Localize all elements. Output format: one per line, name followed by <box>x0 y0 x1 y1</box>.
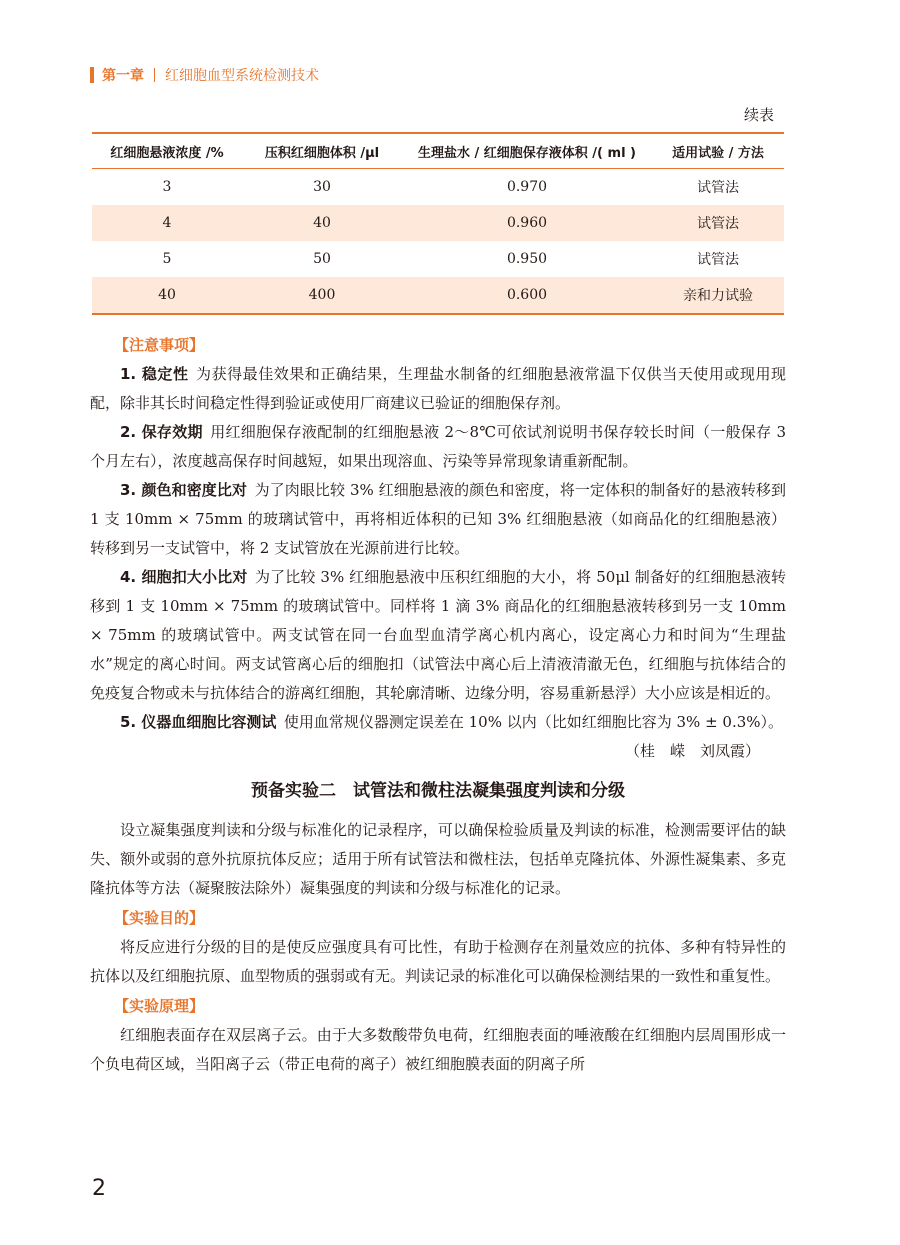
suspension-table <box>92 132 784 315</box>
note-item-heading: 2. 保存效期 <box>120 423 203 441</box>
note-item-heading: 3. 颜色和密度比对 <box>120 481 248 499</box>
table-continued-label: 续表 <box>743 106 774 124</box>
note-item-text: 用红细胞保存液配制的红细胞悬液 2～8℃可依试剂说明书保存较长时间（一般保存 3 个月左右），浓度越高保存时间越短，如果出现溶血、污染等异常现象请重新配制。 <box>90 423 787 470</box>
table-cell: 试管法 <box>652 205 784 241</box>
table-row <box>92 277 784 314</box>
table-row <box>92 205 784 241</box>
table-cell: 0.600 <box>402 277 652 314</box>
header-accent-bar <box>90 67 94 83</box>
note-item <box>90 418 786 476</box>
principle-text: 红细胞表面存在双层离子云。由于大多数酸带负电荷，红细胞表面的唾液酸在红细胞内层周围形成一个负电荷区域，当阳离子云（带正电荷的离子）被红细胞膜表面的阴离子所 <box>90 1026 786 1073</box>
column-header: 红细胞悬液浓度 /% <box>92 133 242 169</box>
table-cell: 30 <box>313 179 331 195</box>
principle-heading: 【实验原理】 <box>114 997 205 1015</box>
column-header: 压积红细胞体积 /μl <box>242 133 402 169</box>
table-cell: 5 <box>162 251 172 267</box>
note-item-text: 使用血常规仪器测定误差在 10% 以内（比如红细胞比容为 3% ± 0.3%）。 <box>283 713 784 731</box>
table-cell: 亲和力试验 <box>652 277 784 314</box>
table-header-row <box>92 133 784 169</box>
column-header: 生理盐水 / 红细胞保存液体积 /( ml ) <box>402 133 652 169</box>
experiment-intro: 设立凝集强度判读和分级与标准化的记录程序，可以确保检验质量及判读的标准，检测需要评估的缺失、额外或弱的意外抗原抗体反应；适用于所有试管法和微柱法，包括单克隆抗体、外源性凝集素、多克隆抗体等方法（凝聚胺法除外）凝集强度的判读和分级与标准化的记录。 <box>90 821 786 897</box>
note-item-text: 为了比较 3% 红细胞悬液中压积红细胞的大小，将 50μl 制备好的红细胞悬液转移到 1 支 10mm × 75mm 的玻璃试管中。同样将 1 滴 3% 商品化的红细胞悬液转移到另一支 10mm × 75mm 的玻璃试管中。两支试管在同一台血型血清学离心机内离心，设定离心力和时间为“生理盐水”规定的离心时间。两支试管离心后的细胞扣（试管法中离心后上清液清澈无色，红细胞与抗体结合的免疫复合物或未与抗体结合的游离红细胞，其轮廓清晰、边缘分明，容易重新悬浮）大小应该是相近的。 <box>90 568 787 702</box>
note-item-text: 为了肉眼比较 3% 红细胞悬液的颜色和密度，将一定体积的制备好的悬液转移到 1 支 10mm × 75mm 的玻璃试管中，再将相近体积的已知 3% 红细胞悬液（如商品化的红细胞悬液）转移到另一支试管中，将 2 支试管放在光源前进行比较。 <box>90 481 787 557</box>
note-item <box>90 708 786 737</box>
note-item <box>90 360 786 418</box>
note-item-text: 为获得最佳效果和正确结果，生理盐水制备的红细胞悬液常温下仅供当天使用或现用现配，除非其长时间稳定性得到验证或使用厂商建议已验证的细胞保存剂。 <box>90 365 787 412</box>
table-cell: 40 <box>242 205 402 241</box>
table-cell: 0.960 <box>402 205 652 241</box>
note-item-heading: 5. 仪器血细胞比容测试 <box>120 713 277 731</box>
note-item <box>90 476 786 563</box>
table-row <box>92 169 784 206</box>
note-item <box>90 563 786 708</box>
header-divider <box>154 68 155 82</box>
experiment-title: 预备实验二 试管法和微柱法凝集强度判读和分级 <box>251 781 625 801</box>
table-cell: 3 <box>162 179 172 195</box>
author-credit: （桂 嵘 刘凤霞） <box>624 742 760 760</box>
header-chapter: 第一章 <box>102 68 144 84</box>
column-header: 适用试验 / 方法 <box>652 133 784 169</box>
note-item-heading: 1. 稳定性 <box>120 365 189 383</box>
table-cell: 4 <box>92 205 242 241</box>
table-cell: 试管法 <box>697 252 739 268</box>
table-cell: 试管法 <box>697 180 739 196</box>
table-cell: 0.950 <box>506 251 548 267</box>
table-cell: 40 <box>92 277 242 314</box>
page-number: 2 <box>92 1176 106 1201</box>
table-cell: 400 <box>242 277 402 314</box>
table-cell: 0.970 <box>506 179 548 195</box>
purpose-text: 将反应进行分级的目的是使反应强度具有可比性，有助于检测存在剂量效应的抗体、多种有特异性的抗体以及红细胞抗原、血型物质的强弱或有无。判读记录的标准化可以确保检测结果的一致性和重复性。 <box>90 938 786 985</box>
purpose-heading: 【实验目的】 <box>114 909 205 927</box>
notes-heading: 【注意事项】 <box>114 336 205 354</box>
body-content <box>90 330 786 1079</box>
header-title: 红细胞血型系统检测技术 <box>165 68 319 84</box>
note-item-heading: 4. 细胞扣大小比对 <box>120 568 248 586</box>
table-cell: 50 <box>313 251 331 267</box>
running-header <box>90 60 790 90</box>
table-row <box>92 241 784 277</box>
